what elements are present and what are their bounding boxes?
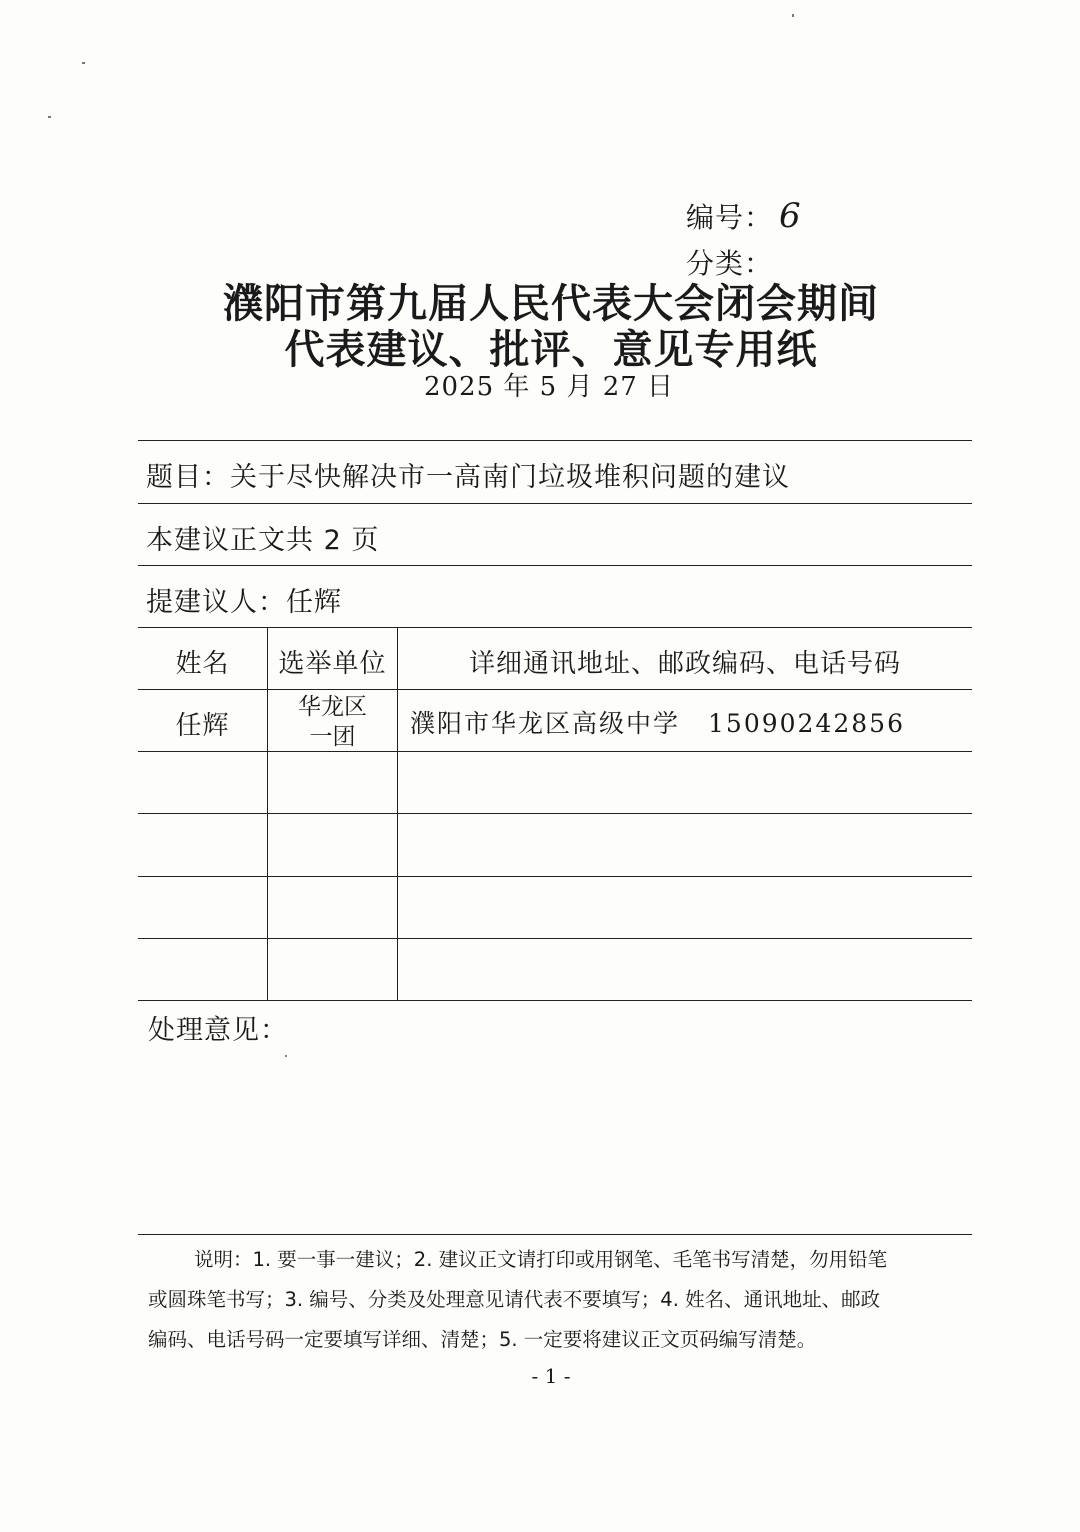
instructions-line: 编码、电话号码一定要填写详细、清楚；5. 一定要将建议正文页码编写清楚。 <box>148 1328 817 1351</box>
table-cell-unit-line1: 华龙区 <box>298 694 367 720</box>
form-rule <box>138 565 972 566</box>
document-title-line1: 濮阳市第九届人民代表大会闭会期间 <box>223 280 879 327</box>
table-cell-address <box>410 704 905 740</box>
table-rule <box>138 751 972 752</box>
document-title-line2: 代表建议、批评、意见专用纸 <box>284 326 818 373</box>
address-text: 濮阳市华龙区高级中学 <box>410 709 681 738</box>
subject-field: 题目：关于尽快解决市一高南门垃圾堆积问题的建议 <box>146 462 790 493</box>
notes-rule <box>138 1234 972 1235</box>
table-cell-unit <box>268 692 397 752</box>
table-cell-unit-line2: 一团 <box>309 724 356 750</box>
processing-opinion-label: 处理意见： <box>148 1015 288 1046</box>
form-rule <box>138 627 972 628</box>
scan-speck <box>792 14 794 17</box>
table-rule <box>138 876 972 877</box>
table-header-name: 姓名 <box>175 649 230 679</box>
scan-speck <box>285 1055 287 1057</box>
instructions-line: 说明：1. 要一事一建议；2. 建议正文请打印或用钢笔、毛笔书写清楚，勿用铅笔 <box>194 1248 888 1271</box>
table-rule <box>138 813 972 814</box>
serial-number-field <box>686 196 802 236</box>
table-rule <box>138 938 972 939</box>
page-count-field: 本建议正文共 2 页 <box>146 525 380 556</box>
table-header-unit: 选举单位 <box>278 649 387 679</box>
table-column-divider <box>267 627 268 1000</box>
scan-speck <box>48 116 51 118</box>
table-rule-bottom <box>138 1000 972 1001</box>
table-header-address: 详细通讯地址、邮政编码、电话号码 <box>468 649 901 679</box>
serial-number-label: 编号： <box>686 201 774 234</box>
document-date: 2025 年 5 月 27 日 <box>423 372 675 402</box>
form-rule <box>138 503 972 504</box>
category-field: 分类： <box>686 247 774 280</box>
table-cell-name: 任辉 <box>175 711 230 741</box>
page-number: - 1 - <box>531 1364 571 1388</box>
table-column-divider <box>397 627 398 1000</box>
scan-speck <box>82 62 85 64</box>
serial-number-value: 6 <box>779 196 802 236</box>
table-rule <box>138 689 972 690</box>
instructions-line: 或圆珠笔书写；3. 编号、分类及处理意见请代表不要填写；4. 姓名、通讯地址、邮政 <box>148 1288 881 1311</box>
form-rule-top <box>138 440 972 441</box>
instructions-note <box>148 1240 978 1360</box>
proposer-field: 提建议人：任辉 <box>146 587 342 618</box>
phone-number: 15090242856 <box>708 709 905 738</box>
